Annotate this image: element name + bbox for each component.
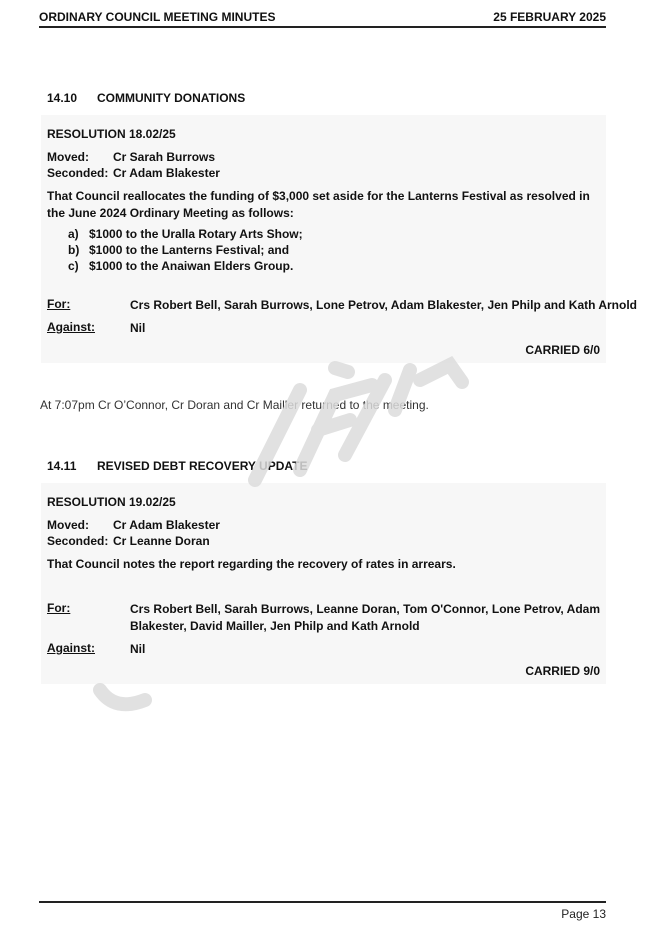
meeting-date: 25 FEBRUARY 2025 [493, 10, 606, 24]
seconded-value: Cr Leanne Doran [113, 534, 210, 548]
list-text: $1000 to the Uralla Rotary Arts Show; [89, 227, 303, 241]
carried-result: CARRIED 9/0 [525, 664, 600, 678]
seconded-row [47, 166, 220, 180]
seconded-row [47, 534, 210, 548]
seconded-label: Seconded: [47, 534, 109, 548]
meeting-note: At 7:07pm Cr O’Connor, Cr Doran and Cr Mailler returned to the meeting. [40, 398, 429, 412]
seconded-value: Cr Adam Blakester [113, 166, 220, 180]
page-number: Page 13 [561, 907, 606, 921]
page-header [39, 8, 606, 28]
carried-result: CARRIED 6/0 [525, 343, 600, 357]
section-heading-14-11 [47, 459, 307, 473]
section-title: COMMUNITY DONATIONS [97, 91, 246, 105]
for-value: Crs Robert Bell, Sarah Burrows, Lone Petrov, Adam Blakester, Jen Philp and Kath Arnold [130, 298, 637, 312]
footer-rule [39, 901, 606, 903]
list-item [68, 243, 289, 257]
resolution-number: RESOLUTION 19.02/25 [47, 495, 176, 509]
list-marker: c) [68, 259, 79, 273]
moved-value: Cr Adam Blakester [113, 518, 220, 532]
resolution-number: RESOLUTION 18.02/25 [47, 127, 176, 141]
list-item [68, 259, 293, 273]
for-label: For: [47, 601, 71, 615]
against-label: Against: [47, 320, 95, 334]
moved-row [47, 150, 215, 164]
document-title: ORDINARY COUNCIL MEETING MINUTES [39, 10, 276, 24]
section-number: 14.11 [47, 459, 77, 473]
list-text: $1000 to the Lanterns Festival; and [89, 243, 290, 257]
resolution-text: That Council notes the report regarding the recovery of rates in arrears. [47, 557, 456, 571]
moved-value: Cr Sarah Burrows [113, 150, 216, 164]
resolution-text: That Council reallocates the funding of $3,000 set aside for the Lanterns Festival as resolved in the June 2024 Ordinary Meeting as follows: [47, 189, 590, 220]
list-marker: b) [68, 243, 80, 257]
list-marker: a) [68, 227, 79, 241]
section-number: 14.10 [47, 91, 78, 105]
against-value: Nil [130, 321, 146, 335]
moved-label: Moved: [47, 518, 89, 532]
section-title: REVISED DEBT RECOVERY UPDATE [97, 459, 308, 473]
section-heading-14-10 [47, 91, 245, 105]
against-value: Nil [130, 642, 146, 656]
seconded-label: Seconded: [47, 166, 109, 180]
for-label: For: [47, 297, 71, 311]
list-item [68, 227, 303, 241]
list-text: $1000 to the Anaiwan Elders Group. [89, 259, 294, 273]
against-label: Against: [47, 641, 95, 655]
for-value: Crs Robert Bell, Sarah Burrows, Leanne Doran, Tom O'Connor, Lone Petrov, Adam Blakester, David Mailler, Jen Philp and Kath Arnold [130, 602, 600, 633]
moved-row [47, 518, 220, 532]
moved-label: Moved: [47, 150, 89, 164]
